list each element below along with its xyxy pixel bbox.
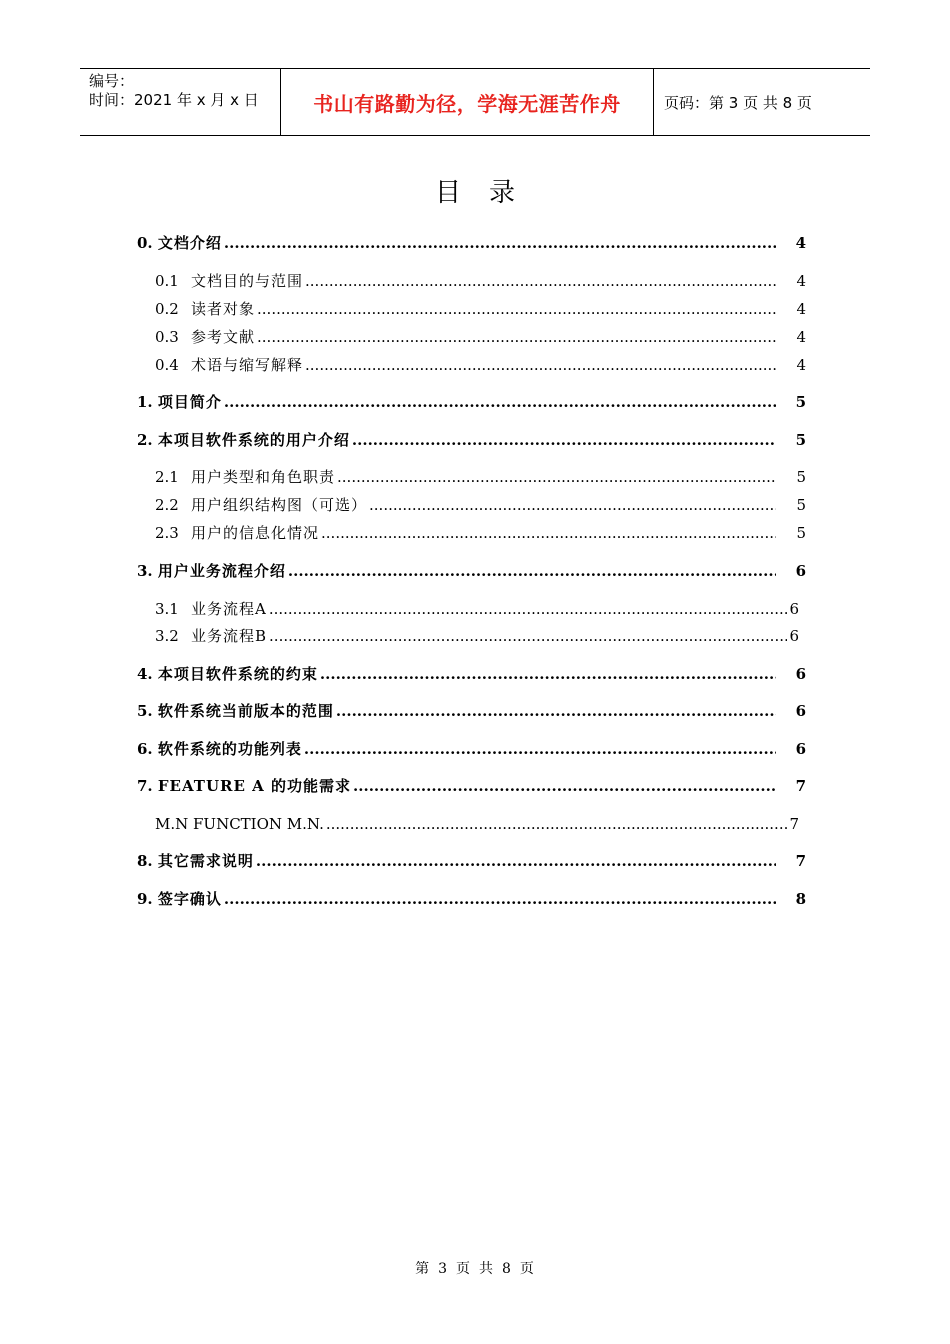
toc-title-text: 业务流程B [191,627,268,645]
toc-leader [256,851,776,871]
toc-title-text: 用户组织结构图（可选） [191,496,368,514]
footer-gong: 共 [479,1261,494,1277]
toc-page: 6 [789,627,799,645]
toc-leader [321,523,776,543]
toc-leader [269,599,787,619]
toc-leader [305,355,776,375]
toc-title-text: 本项目软件系统的用户介绍 [157,431,350,449]
header-page-info: 页码：第 3 页 共 8 页 [664,93,812,112]
toc-title-text: 本项目软件系统的约束 [157,665,318,683]
toc-leader [337,467,776,487]
toc-title-text: FEATURE A 的功能需求 [157,777,352,795]
toc-page: 4 [796,328,806,346]
toc-leader [305,271,776,291]
toc-entry[interactable] [137,776,806,796]
toc-leader [257,327,776,347]
toc-num: 6. [137,740,153,758]
doc-number-label: 编号： [89,72,135,90]
toc-leader [288,561,776,581]
toc-page: 6 [795,665,806,683]
toc-entry[interactable] [155,299,806,319]
toc-page: 7 [795,852,806,870]
footer-ye: 页 [456,1261,471,1277]
toc-page: 6 [795,562,806,580]
toc-leader [304,739,776,759]
footer-total: 8 [502,1261,512,1277]
toc-title-text: 用户类型和角色职责 [191,468,336,486]
toc-leader [336,701,776,721]
toc-entry[interactable] [155,327,806,347]
toc-entry[interactable] [137,701,806,721]
toc-title-text: 签字确认 [157,890,222,908]
toc-leader [369,495,776,515]
toc-leader [320,664,776,684]
header-meta [80,69,281,135]
footer-page: 3 [438,1261,448,1277]
toc-title-text: M.N FUNCTION M.N. [155,815,324,833]
toc-title-text: 其它需求说明 [157,852,254,870]
toc-num: 2.2 [155,496,179,514]
toc-leader [353,776,776,796]
toc-entry[interactable] [137,664,806,684]
toc-title-text: 软件系统当前版本的范围 [157,702,334,720]
toc-entry[interactable] [155,523,806,543]
footer-di: 第 [415,1261,431,1277]
toc-page: 6 [795,740,806,758]
toc-leader [224,889,776,909]
toc-page: 7 [795,777,806,795]
toc-num: 2.3 [155,524,179,542]
toc-entry[interactable] [137,739,806,759]
toc-title-text: 项目简介 [157,393,222,411]
toc-page: 6 [795,702,806,720]
toc-title-text: 术语与缩写解释 [191,356,304,374]
toc-num: 0.2 [155,300,179,318]
toc-entry[interactable] [155,814,799,834]
toc-num: 7. [137,777,153,795]
toc-entry[interactable] [155,495,806,515]
toc-title-text: 读者对象 [191,300,256,318]
toc-num: 0.4 [155,356,179,374]
toc-title-text: 文档目的与范围 [191,272,304,290]
toc-page: 8 [795,890,806,908]
toc-leader [352,430,776,450]
toc-title-text: 用户业务流程介绍 [157,562,286,580]
toc-num: 4. [137,665,153,683]
toc-title-text: 业务流程A [191,600,267,618]
toc-title-text: 参考文献 [191,328,256,346]
toc-page: 5 [796,496,806,514]
toc-title: 目录 [434,178,543,208]
toc-page: 4 [796,272,806,290]
toc-leader [224,392,776,412]
toc-num: 9. [137,890,153,908]
toc-entry[interactable] [137,430,806,450]
toc-leader [257,299,776,319]
toc-num: 3.2 [155,627,179,645]
toc-num: 3.1 [155,600,179,618]
toc-page: 5 [796,524,806,542]
toc-num: 0.1 [155,272,179,290]
doc-time: 时间：2021 年 x 月 x 日 [89,91,259,109]
toc-page: 7 [789,815,799,833]
toc-entry[interactable] [137,392,806,412]
page-footer [0,1258,950,1278]
toc-entry[interactable] [155,271,806,291]
toc-num: 5. [137,702,153,720]
toc-entry[interactable] [137,561,806,581]
toc-num: 8. [137,852,153,870]
toc-page: 4 [796,300,806,318]
toc-num: 1. [137,393,153,411]
toc-entry[interactable] [137,889,806,909]
toc-entry[interactable] [155,467,806,487]
page-header [80,68,870,136]
toc-entry[interactable] [155,599,799,619]
toc-title-text: 用户的信息化情况 [191,524,320,542]
toc-entry[interactable] [155,626,799,646]
header-motto: 书山有路勤为径，学海无涯苦作舟 [281,69,654,135]
toc-num: 2. [137,431,153,449]
toc-entry[interactable] [137,851,806,871]
toc-page: 5 [795,431,806,449]
toc-entry[interactable] [155,355,806,375]
toc-num: 0.3 [155,328,179,346]
footer-ye: 页 [519,1261,535,1277]
toc-leader [269,626,787,646]
toc-num: 2.1 [155,468,179,486]
toc-page: 4 [795,234,806,252]
toc-leader [224,233,776,253]
toc-leader [326,814,787,834]
toc-page: 6 [789,600,799,618]
toc-entry[interactable] [137,233,806,253]
toc-page: 5 [796,468,806,486]
toc-page: 5 [795,393,806,411]
toc-page: 4 [796,356,806,374]
toc-num: 3. [137,562,153,580]
toc-num: 0. [137,234,153,252]
toc-title-text: 文档介绍 [157,234,222,252]
toc-title-text: 软件系统的功能列表 [157,740,302,758]
